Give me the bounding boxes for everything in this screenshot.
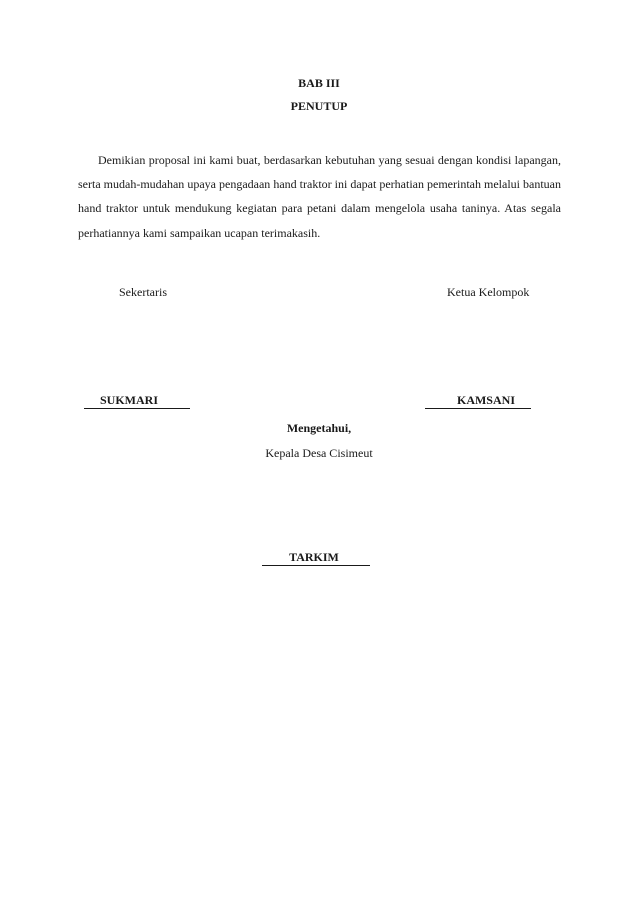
chairman-name-text: KAMSANI bbox=[456, 393, 515, 407]
village-head-role: Kepala Desa Cisimeut bbox=[265, 446, 373, 460]
closing-paragraph: Demikian proposal ini kami buat, berdasarkan kebutuhan yang sesuai dengan kondisi lapangan, serta mudah-mudahan upaya pengadaan hand traktor ini dapat perhatian pemerintah melalui bantuan hand traktor untuk mendukung kegiatan para petani dalam mengelola usaha taninya. Atas segala perhatiannya kami sampaikan ucapan terimakasih. bbox=[78, 153, 561, 240]
chairman-role: Ketua Kelompok bbox=[447, 285, 530, 299]
chapter-number: BAB III bbox=[298, 76, 340, 90]
chapter-title: PENUTUP bbox=[290, 99, 348, 113]
secretary-name-text: SUKMARI bbox=[99, 393, 158, 407]
acknowledge-label: Mengetahui, bbox=[286, 421, 352, 435]
secretary-name bbox=[84, 393, 190, 409]
secretary-role: Sekertaris bbox=[119, 285, 167, 299]
village-head-name-text: TARKIM bbox=[289, 550, 339, 564]
chairman-name bbox=[425, 393, 531, 409]
village-head-name bbox=[262, 550, 370, 566]
